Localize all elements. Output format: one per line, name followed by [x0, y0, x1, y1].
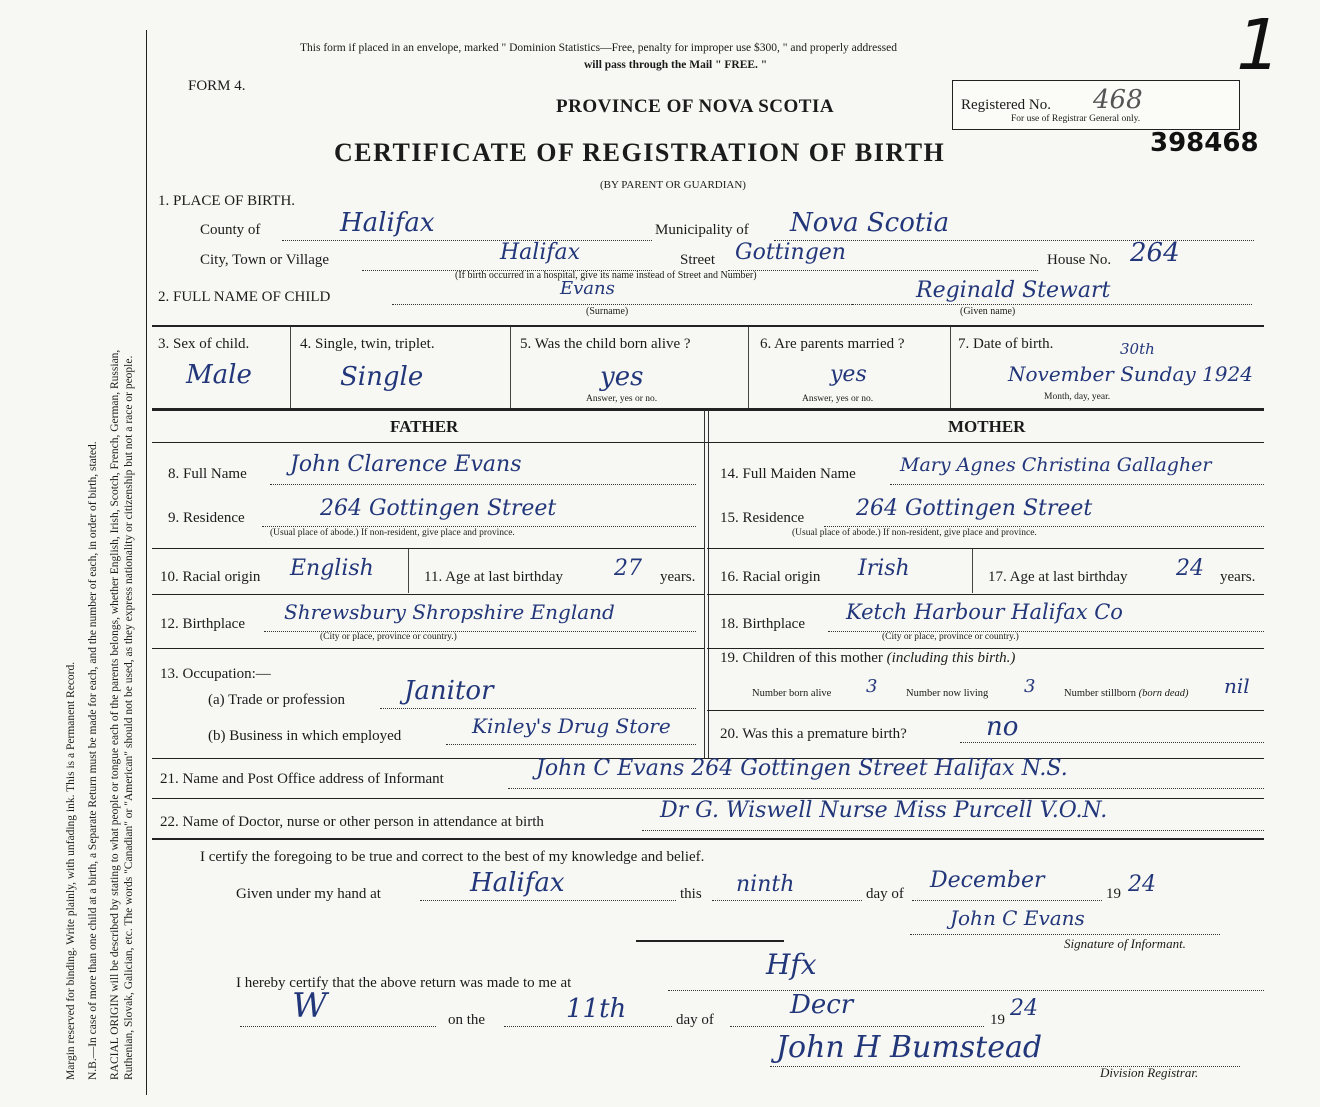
mother-age-divider — [972, 549, 973, 593]
stillborn-note: (born dead) — [1138, 688, 1189, 699]
row3-divider — [748, 327, 749, 408]
children-label-text: 19. Children of this mother — [720, 650, 883, 666]
on-the-label: on the — [448, 1012, 486, 1028]
doctor-rule — [642, 830, 1264, 832]
given-year: 24 — [1128, 872, 1156, 897]
rule — [707, 548, 1264, 549]
married-value: yes — [830, 362, 867, 387]
mother-name-label: 14. Full Maiden Name — [720, 466, 856, 482]
given-day: ninth — [736, 872, 795, 897]
sex-value: Male — [186, 360, 252, 390]
given-caption: (Given name) — [960, 306, 1016, 317]
mother-name-rule — [890, 484, 1264, 486]
father-residence-label: 9. Residence — [168, 510, 245, 526]
trade-value: Janitor — [404, 676, 494, 706]
date-caption: Month, day, year. — [1044, 392, 1111, 402]
father-mother-divider — [704, 410, 709, 758]
mother-birthplace-caption: (City or place, province or country.) — [882, 632, 1019, 642]
mother-residence-label: 15. Residence — [720, 510, 805, 526]
premature-rule — [960, 742, 1264, 744]
rule — [152, 594, 704, 595]
registered-number-box — [952, 80, 1240, 130]
informant-value: John C Evans 264 Gottingen Street Halifax N.S. — [536, 756, 1068, 781]
born-alive-count: 3 — [866, 676, 878, 697]
child-given-name: Reginald Stewart — [916, 278, 1111, 303]
margin-note-racial-origin: RACIAL ORIGIN will be described by stating to what people or tongue each of the parents belongs, whether English, Irish, Scotch, French, German, Russian, — [109, 349, 121, 1080]
given-place: Halifax — [470, 868, 565, 898]
county-value: Halifax — [340, 208, 435, 238]
born-alive-label: 5. Was the child born alive ? — [520, 336, 691, 352]
page-title: CERTIFICATE OF REGISTRATION OF BIRTH — [334, 138, 946, 167]
informant-signature: John C Evans — [950, 906, 1085, 930]
mother-racial-value: Irish — [858, 556, 910, 581]
stamp-number: 398468 — [1150, 128, 1259, 158]
margin-note-binding: Margin reserved for binding. Write plainly, with unfading ink. This is a Permanent Record. — [65, 661, 77, 1080]
postal-notice: This form if placed in an envelope, marked " Dominion Statistics—Free, penalty for improper use $300, " and properly addressed — [300, 42, 898, 54]
year-prefix: 19 — [1106, 886, 1121, 902]
date-of-birth-day: 30th — [1120, 340, 1155, 358]
rule — [707, 710, 1264, 711]
business-label: (b) Business in which employed — [208, 728, 402, 744]
father-birthplace-caption: (City or place, province or country.) — [320, 632, 457, 642]
informant-rule — [508, 788, 1264, 790]
born-alive-caption: Answer, yes or no. — [586, 394, 658, 404]
trade-rule — [380, 708, 696, 710]
mother-residence-value: 264 Gottingen Street — [856, 496, 1093, 521]
day-of-label: day of — [866, 886, 904, 902]
child-surname: Evans — [560, 278, 615, 299]
street-rule — [728, 270, 1038, 272]
doctor-value: Dr G. Wiswell Nurse Miss Purcell V.O.N. — [660, 798, 1108, 823]
row3-divider — [290, 327, 291, 408]
mother-birthplace-value: Ketch Harbour Halifax Co — [846, 600, 1123, 624]
province-heading: PROVINCE OF NOVA SCOTIA — [556, 96, 835, 117]
father-birthplace-value: Shrewsbury Shropshire England — [284, 600, 615, 624]
father-name-value: John Clarence Evans — [290, 452, 522, 477]
sex-label: 3. Sex of child. — [158, 336, 250, 352]
mother-heading: MOTHER — [948, 417, 1026, 436]
county-rule — [282, 240, 652, 242]
registrar-month: Decr — [790, 990, 854, 1020]
father-heading: FATHER — [390, 417, 459, 436]
mother-age-years: years. — [1220, 569, 1256, 585]
premature-value: no — [986, 712, 1019, 742]
given-month-rule — [912, 900, 1102, 902]
father-birthplace-label: 12. Birthplace — [160, 616, 245, 632]
hospital-note: (If birth occurred in a hospital, give its name instead of Street and Number) — [455, 270, 757, 281]
row3-divider — [510, 327, 511, 408]
given-label: Given under my hand at — [236, 886, 381, 902]
father-racial-value: English — [290, 556, 374, 581]
date-of-birth-label: 7. Date of birth. — [958, 336, 1054, 352]
city-label: City, Town or Village — [200, 252, 330, 268]
margin-rule — [146, 30, 147, 1095]
date-of-birth-value: November Sunday 1924 — [1008, 362, 1253, 386]
registrar-mark: W — [292, 986, 327, 1026]
father-residence-value: 264 Gottingen Street — [320, 496, 557, 521]
born-alive-count-label: Number born alive — [752, 688, 832, 699]
children-label-italic: (including this birth.) — [886, 650, 1016, 666]
this-label: this — [680, 886, 702, 902]
stillborn-label-text: Number stillborn — [1064, 688, 1137, 699]
given-rule — [852, 304, 1252, 306]
given-place-rule — [420, 900, 676, 902]
stillborn-label — [1064, 688, 1189, 699]
father-name-label: 8. Full Name — [168, 466, 247, 482]
municipality-rule — [774, 240, 1254, 242]
married-caption: Answer, yes or no. — [802, 394, 874, 404]
city-value: Halifax — [500, 240, 581, 265]
mother-name-value: Mary Agnes Christina Gallagher — [900, 454, 1212, 476]
registrar-caption: Division Registrar. — [1100, 1065, 1199, 1080]
rule — [152, 838, 1264, 840]
registered-number-label: Registered No. — [961, 97, 1051, 113]
registrar-day-rule — [504, 1026, 672, 1028]
informant-label: 21. Name and Post Office address of Informant — [160, 771, 444, 787]
registrar-place-rule — [668, 990, 1264, 992]
registrar-mark-rule — [240, 1026, 436, 1028]
rule — [707, 648, 1264, 649]
registrar-statement: I hereby certify that the above return was made to me at — [236, 975, 572, 991]
child-name-label: 2. FULL NAME OF CHILD — [158, 289, 331, 305]
house-number-value: 264 — [1130, 238, 1180, 268]
doctor-label: 22. Name of Doctor, nurse or other person in attendance at birth — [160, 814, 544, 830]
registrar-day: 11th — [566, 994, 627, 1024]
mother-residence-caption: (Usual place of abode.) If non-resident, give place and province. — [792, 528, 1037, 538]
corner-mark: 1 — [1227, 4, 1290, 86]
registered-number-value: 468 — [1093, 85, 1143, 115]
registrar-month-rule — [730, 1026, 984, 1028]
business-value: Kinley's Drug Store — [472, 714, 671, 738]
registrar-day-of: day of — [676, 1012, 714, 1028]
plurality-label: 4. Single, twin, triplet. — [300, 336, 435, 352]
father-racial-label: 10. Racial origin — [160, 569, 261, 585]
certification-statement: I certify the foregoing to be true and correct to the best of my knowledge and belief. — [200, 849, 705, 865]
father-age-label: 11. Age at last birthday — [424, 569, 563, 585]
now-living-count: 3 — [1024, 676, 1036, 697]
given-month: December — [930, 868, 1045, 893]
house-number-label: House No. — [1047, 252, 1112, 268]
mother-age-label: 17. Age at last birthday — [988, 569, 1128, 585]
street-label: Street — [680, 252, 715, 268]
separator — [636, 940, 784, 942]
street-value: Gottingen — [735, 240, 846, 265]
municipality-label: Municipality of — [655, 222, 749, 238]
registrar-place: Hfx — [766, 948, 817, 981]
registrar-year-prefix: 19 — [990, 1012, 1005, 1028]
born-alive-value: yes — [600, 362, 644, 392]
mother-birthplace-label: 18. Birthplace — [720, 616, 805, 632]
place-of-birth-label: 1. PLACE OF BIRTH. — [158, 193, 296, 209]
premature-label: 20. Was this a premature birth? — [720, 726, 907, 742]
rule-row3-top — [152, 325, 1264, 327]
married-label: 6. Are parents married ? — [760, 336, 905, 352]
municipality-value: Nova Scotia — [790, 208, 950, 238]
plurality-value: Single — [340, 362, 424, 392]
registrar-year: 24 — [1010, 996, 1038, 1021]
mother-age-value: 24 — [1176, 556, 1204, 581]
signature-caption: Signature of Informant. — [1064, 936, 1186, 951]
rule — [152, 648, 704, 649]
registrar-note: For use of Registrar General only. — [1011, 114, 1141, 124]
given-day-rule — [712, 900, 862, 902]
business-rule — [446, 744, 696, 746]
postal-notice-free: will pass through the Mail " FREE. " — [584, 59, 768, 71]
county-label: County of — [200, 222, 261, 238]
rule — [152, 548, 704, 549]
row3-divider — [950, 327, 951, 408]
rule — [707, 594, 1264, 595]
occupation-label: 13. Occupation:— — [160, 666, 271, 682]
father-age-years: years. — [660, 569, 696, 585]
registrar-signature: John H Bumstead — [776, 1030, 1043, 1065]
now-living-label: Number now living — [906, 688, 989, 699]
father-residence-caption: (Usual place of abode.) If non-resident, give place and province. — [270, 528, 515, 538]
trade-label: (a) Trade or profession — [208, 692, 346, 708]
margin-note-racial-origin-cont: Ruthenian, Slovak, Galician, etc. The words "Canadian" or "American" should not be used, as they express nationality or citizenship but not a race or people. — [123, 355, 135, 1080]
stillborn-value: nil — [1224, 674, 1250, 698]
surname-caption: (Surname) — [586, 306, 629, 317]
margin-note-multiple-births: N.B.—In case of more than one child at a birth, a Separate Return must be made for each, and the number of each, in order of birth, stated. — [87, 441, 99, 1080]
mother-racial-label: 16. Racial origin — [720, 569, 821, 585]
father-age-value: 27 — [614, 556, 642, 581]
father-age-divider — [408, 549, 409, 593]
page-subtitle: (BY PARENT OR GUARDIAN) — [600, 179, 746, 191]
father-name-rule — [270, 484, 696, 486]
form-number: FORM 4. — [188, 78, 246, 94]
children-label — [720, 650, 1015, 667]
